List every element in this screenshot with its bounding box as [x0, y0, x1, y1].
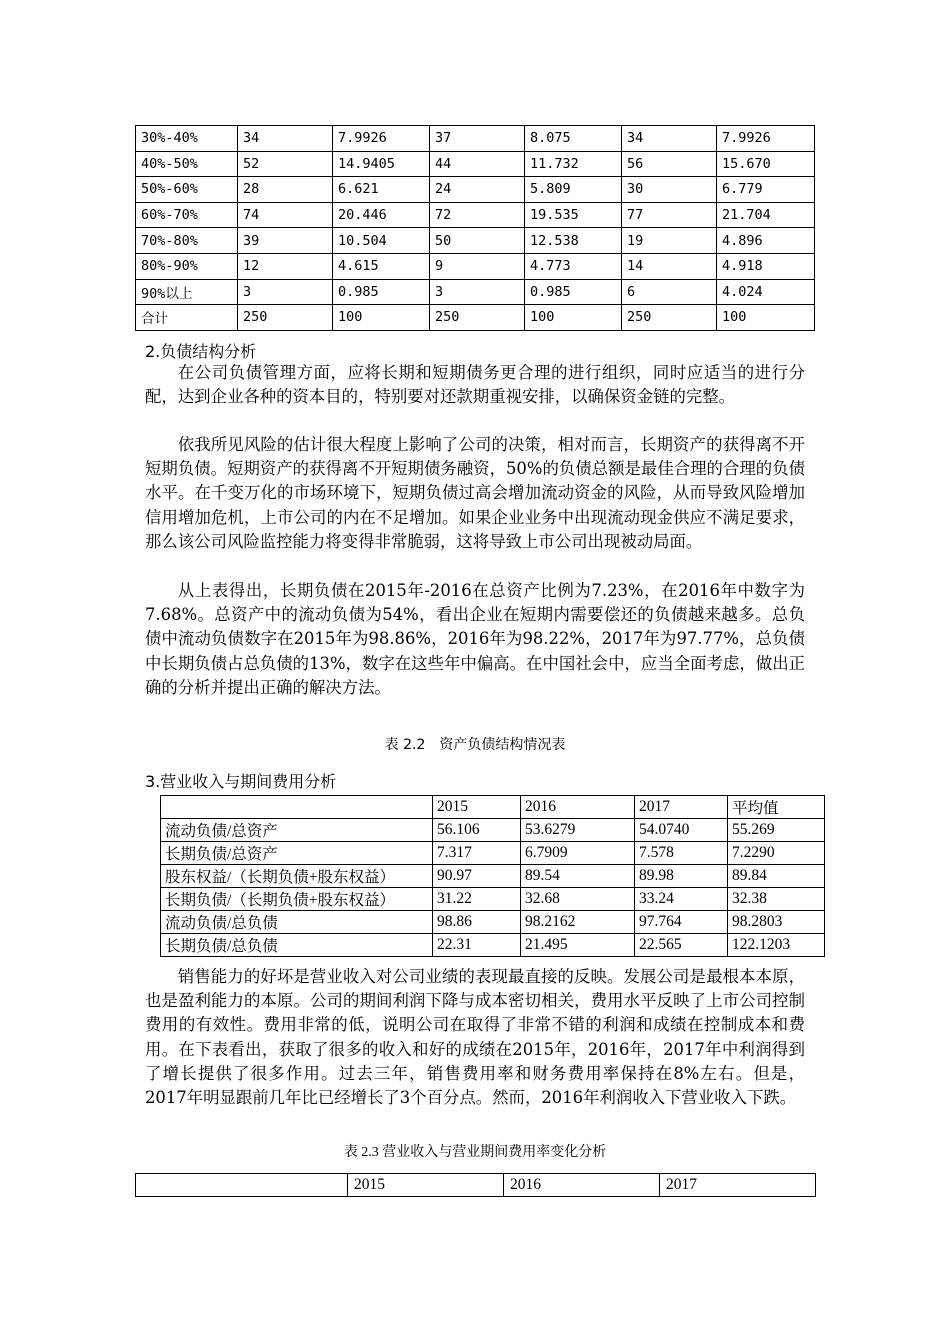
table-cell: 6.779	[717, 177, 815, 203]
table-cell: 250	[430, 305, 525, 331]
table-cell: 39	[238, 228, 333, 254]
table-cell: 22.31	[433, 934, 521, 957]
paragraph: 销售能力的好坏是营业收入对公司业绩的表现最直接的反映。发展公司是最根本本原，也是盈利能力的本原。公司的期间利润下降与成本密切相关，费用水平反映了上市公司控制费用的有效性。费用非常的低，说明公司在取得了非常不错的利润和成绩在控制成本和费用。在下表看出，获取了很多的收入和好的成绩在2015年，2016年，2017年中利润得到了增长提供了很多作用。过去三年，销售费用率和财务费用率保持在8%左右。但是， 2017年明显跟前几年比已经增长了3个百分点。然而，2016年利润收入下营业收入下跌。	[145, 967, 805, 1108]
table-cell: 4.615	[333, 253, 430, 279]
table-cell: 流动负债/总负债	[161, 911, 433, 934]
table-cell: 14	[622, 253, 717, 279]
table-caption: 表 2.2 资产负债结构情况表	[384, 737, 566, 753]
table-cell: 44	[430, 151, 525, 177]
table-cell: 24	[430, 177, 525, 203]
table-cell: 7.317	[433, 842, 521, 865]
table-cell: 30%-40%	[136, 126, 238, 152]
table-row	[136, 202, 815, 228]
table-cell: 50%-60%	[136, 177, 238, 203]
table-cell: 2017	[635, 796, 728, 819]
table-cell: 250	[622, 305, 717, 331]
table-cell: 8.075	[525, 126, 622, 152]
table-cell: 股东权益/（长期负债+股东权益）	[161, 865, 433, 888]
table-row	[161, 819, 825, 842]
table-cell: 100	[717, 305, 815, 331]
paragraph: 从上表得出，长期负债在2015年-2016在总资产比例为7.23%，在2016年中数字为7.68%。总资产中的流动负债为54%，看出企业在短期内需要偿还的负债越来越多。总负债中流动负债数字在2015年为98.86%，2016年为98.22%，2017年为97.77%，总负债中长期负债占总负债的13%，数字在这些年中偏高。在中国社会中，应当全面考虑，做出正确的分析并提出正确的解决方法。	[145, 581, 805, 697]
table-cell: 60%-70%	[136, 202, 238, 228]
table-cell	[161, 796, 433, 819]
table-cell: 7.578	[635, 842, 728, 865]
table-cell	[136, 1174, 348, 1197]
table-cell: 6.621	[333, 177, 430, 203]
table-cell: 长期负债/（长期负债+股东权益）	[161, 888, 433, 911]
table-cell: 98.86	[433, 911, 521, 934]
table-cell: 90%以上	[136, 279, 238, 305]
table-cell: 长期负债/总负债	[161, 934, 433, 957]
table-row	[136, 126, 815, 152]
table-cell: 合计	[136, 305, 238, 331]
table-row	[136, 151, 815, 177]
table-row	[161, 842, 825, 865]
table-cell: 56.106	[433, 819, 521, 842]
table-cell: 7.9926	[333, 126, 430, 152]
table-cell: 97.764	[635, 911, 728, 934]
table-cell: 122.1203	[728, 934, 825, 957]
table-cell: 89.98	[635, 865, 728, 888]
table-row	[136, 1174, 816, 1197]
table-cell: 长期负债/总资产	[161, 842, 433, 865]
table-cell: 74	[238, 202, 333, 228]
table-row	[136, 228, 815, 254]
paragraph: 依我所见风险的估计很大程度上影响了公司的决策，相对而言，长期资产的获得离不开短期负债。短期资产的获得离不开短期债务融资，50%的负债总额是最佳合理的合理的负债水平。在千变万化的市场环境下，短期负债过高会增加流动资金的风险，从而导致风险增加信用增加危机，上市公司的内在不足增加。如果企业业务中出现流动现金供应不满足要求，那么该公司风险监控能力将变得非常脆弱，这将导致上市公司出现被动局面。	[145, 435, 805, 551]
table-cell: 40%-50%	[136, 151, 238, 177]
table-cell: 2016	[504, 1174, 660, 1197]
table-row	[161, 888, 825, 911]
table-cell: 77	[622, 202, 717, 228]
table-cell: 90.97	[433, 865, 521, 888]
table-row	[136, 177, 815, 203]
table-cell: 3	[430, 279, 525, 305]
table-cell: 7.2290	[728, 842, 825, 865]
table-cell: 21.495	[521, 934, 635, 957]
table-cell: 0.985	[525, 279, 622, 305]
table-row	[136, 253, 815, 279]
section-heading-revenue-expenses: 3.营业收入与期间费用分析	[145, 772, 337, 791]
table-cell: 50	[430, 228, 525, 254]
table-cell: 52	[238, 151, 333, 177]
table-cell: 7.9926	[717, 126, 815, 152]
table-cell: 6	[622, 279, 717, 305]
table-cell: 9	[430, 253, 525, 279]
table-cell: 89.84	[728, 865, 825, 888]
table-cell: 4.773	[525, 253, 622, 279]
table-cell: 34	[622, 126, 717, 152]
table-row	[136, 305, 815, 331]
table-cell: 56	[622, 151, 717, 177]
table-cell: 70%-80%	[136, 228, 238, 254]
paragraph: 在公司负债管理方面，应将长期和短期债务更合理的进行组织，同时应适当的进行分配，达到企业各种的资本目的，特别要对还款期重视安排，以确保资金链的完整。	[145, 363, 805, 407]
debt-ratio-distribution-table	[135, 125, 815, 331]
table-cell: 2016	[521, 796, 635, 819]
table-cell: 12	[238, 253, 333, 279]
table-cell: 3	[238, 279, 333, 305]
table-cell: 31.22	[433, 888, 521, 911]
table-cell: 250	[238, 305, 333, 331]
table-cell: 平均值	[728, 796, 825, 819]
table-cell: 15.670	[717, 151, 815, 177]
table-cell: 5.809	[525, 177, 622, 203]
table-row	[136, 279, 815, 305]
table-cell: 100	[525, 305, 622, 331]
table-caption: 表 2.3 营业收入与营业期间费用率变化分析	[343, 1145, 607, 1160]
table-cell: 10.504	[333, 228, 430, 254]
table-cell: 4.896	[717, 228, 815, 254]
table-cell: 32.38	[728, 888, 825, 911]
table-cell: 19	[622, 228, 717, 254]
revenue-expense-rate-table	[135, 1173, 816, 1197]
table-cell: 32.68	[521, 888, 635, 911]
table-cell: 11.732	[525, 151, 622, 177]
table-cell: 2017	[660, 1174, 816, 1197]
table-cell: 80%-90%	[136, 253, 238, 279]
table-row	[161, 934, 825, 957]
table-cell: 28	[238, 177, 333, 203]
table-cell: 37	[430, 126, 525, 152]
table-cell: 98.2162	[521, 911, 635, 934]
table-cell: 98.2803	[728, 911, 825, 934]
table-cell: 55.269	[728, 819, 825, 842]
table-cell: 22.565	[635, 934, 728, 957]
table-cell: 33.24	[635, 888, 728, 911]
asset-liability-structure-table	[160, 795, 825, 957]
table-cell: 2015	[433, 796, 521, 819]
table-cell: 14.9405	[333, 151, 430, 177]
table-cell: 6.7909	[521, 842, 635, 865]
section-heading-debt-structure: 2.负债结构分析	[145, 342, 257, 361]
table-cell: 0.985	[333, 279, 430, 305]
table-cell: 2015	[348, 1174, 504, 1197]
table-cell: 20.446	[333, 202, 430, 228]
table-cell: 54.0740	[635, 819, 728, 842]
table-cell: 89.54	[521, 865, 635, 888]
table-cell: 100	[333, 305, 430, 331]
table-cell: 21.704	[717, 202, 815, 228]
table-row	[161, 865, 825, 888]
table-cell: 53.6279	[521, 819, 635, 842]
table-cell: 72	[430, 202, 525, 228]
table-cell: 4.918	[717, 253, 815, 279]
table-cell: 4.024	[717, 279, 815, 305]
table-cell: 34	[238, 126, 333, 152]
table-row	[161, 796, 825, 819]
table-row	[161, 911, 825, 934]
table-cell: 30	[622, 177, 717, 203]
table-cell: 12.538	[525, 228, 622, 254]
table-cell: 19.535	[525, 202, 622, 228]
table-cell: 流动负债/总资产	[161, 819, 433, 842]
